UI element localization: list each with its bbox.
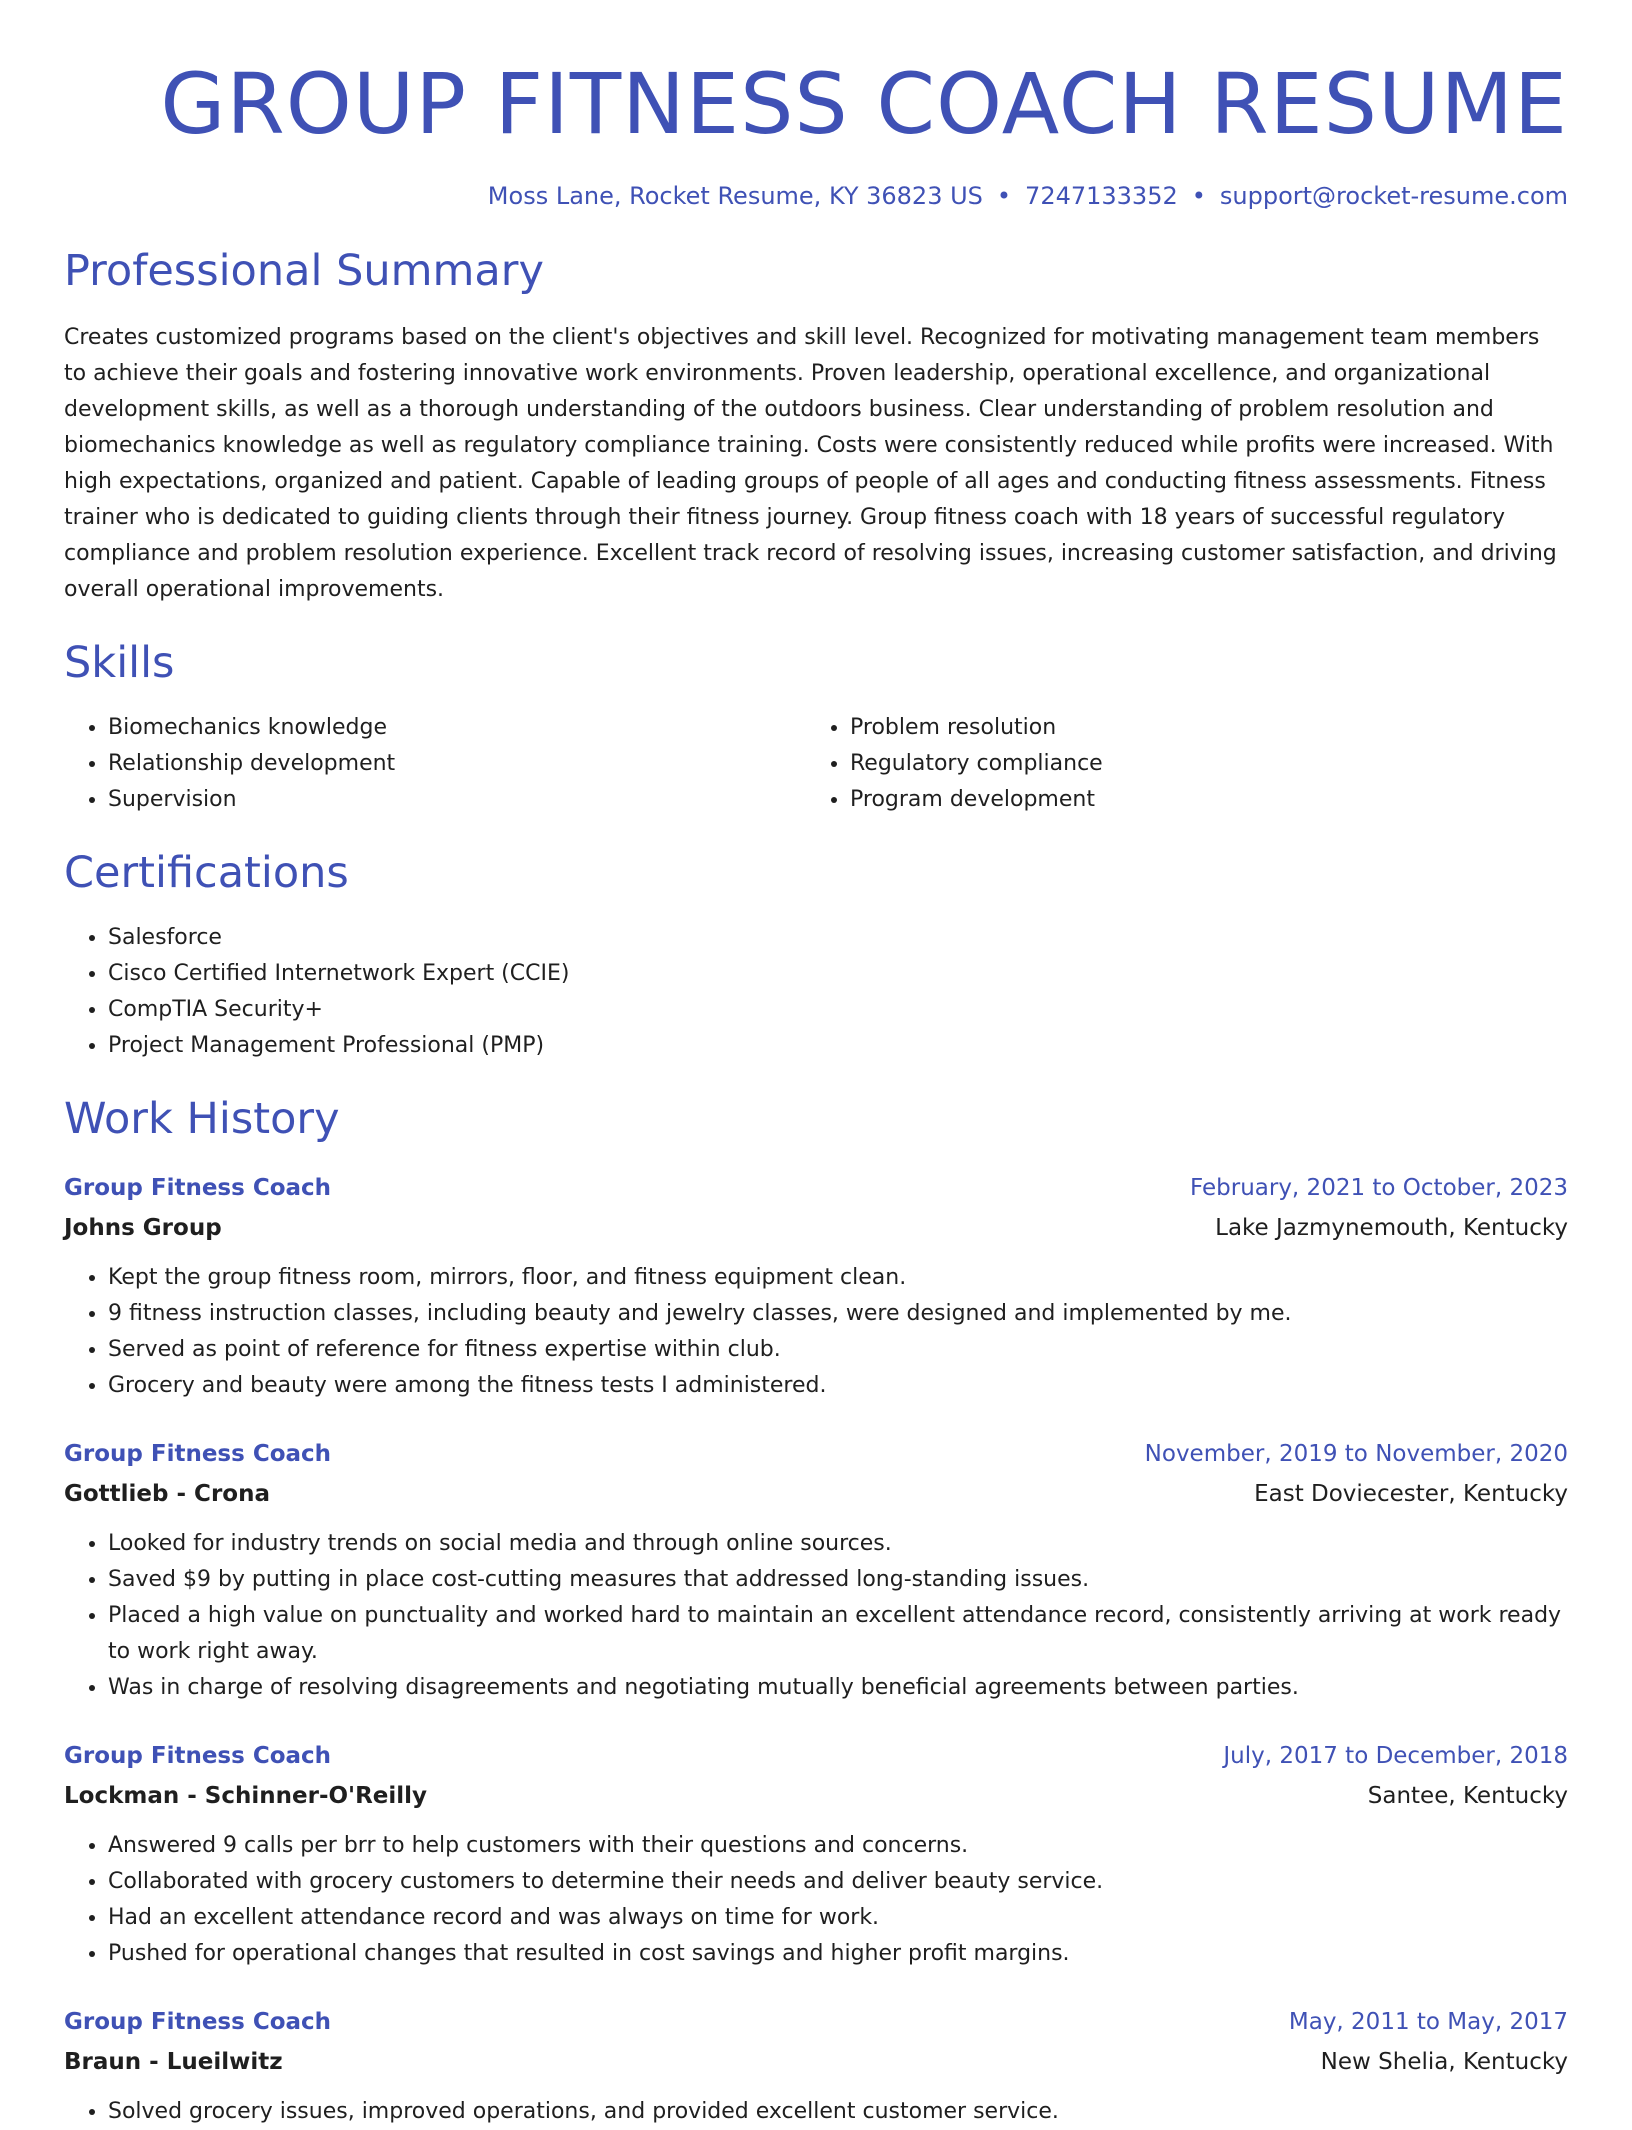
contact-address: Moss Lane, Rocket Resume, KY 36823 US [487,182,983,210]
job-bullets [64,2094,1568,2130]
job-bullet: • Grocery and beauty were among the fitness tests I administered. [108,1368,1568,1404]
summary-heading: Professional Summary [64,246,544,296]
job-bullet: • Was in charge of resolving disagreements and negotiating mutually beneficial agreements between parties. [108,1670,1568,1706]
job-dates: May, 2011 to May, 2017 [1288,2009,1568,2035]
contact-line [64,178,1568,214]
contact-email: support@rocket-resume.com [1219,182,1568,210]
job-entry [64,2002,1568,2130]
skill-item: • Regulatory compliance [850,746,1548,782]
job-title: Group Fitness Coach [64,1175,332,1201]
contact-separator: • [1191,182,1206,210]
job-bullet: • Kept the group fitness room, mirrors, floor, and fitness equipment clean. [108,1260,1568,1296]
job-company: Gottlieb - Crona [64,1481,270,1507]
skills-list-right [806,710,1548,818]
certifications-heading: Certifications [64,848,349,898]
job-company: Johns Group [64,1215,222,1241]
job-bullet: • Solved grocery issues, improved operations, and provided excellent customer service. [108,2094,1568,2130]
skills-list-left [64,710,806,818]
job-bullet: • Saved $9 by putting in place cost-cutting measures that addressed long-standing issues. [108,1562,1568,1598]
skill-item: • Biomechanics knowledge [108,710,806,746]
job-company: Lockman - Schinner-O'Reilly [64,1783,428,1809]
job-title: Group Fitness Coach [64,2009,332,2035]
certification-item: • Project Management Professional (PMP) [108,1028,1568,1064]
job-company: Braun - Lueilwitz [64,2049,283,2075]
skills-section [64,634,1568,818]
certifications-section [64,844,1568,1064]
job-title: Group Fitness Coach [64,1743,332,1769]
certification-item: • Cisco Certified Internetwork Expert (CCIE) [108,956,1568,992]
page-title: GROUP FITNESS COACH RESUME [160,55,1568,153]
contact-separator: • [996,182,1012,210]
job-bullet: • Pushed for operational changes that resulted in cost savings and higher profit margins. [108,1936,1568,1972]
skill-item: • Relationship development [108,746,806,782]
skill-item: • Supervision [108,782,806,818]
skill-item: • Problem resolution [850,710,1548,746]
job-dates: November, 2019 to November, 2020 [1144,1441,1568,1467]
certification-item: • CompTIA Security+ [108,992,1568,1028]
job-dates: February, 2021 to October, 2023 [1190,1175,1568,1201]
job-bullet: • Had an excellent attendance record and was always on time for work. [108,1900,1568,1936]
work-history-section [64,1090,1568,2130]
work-history-heading: Work History [64,1094,340,1144]
job-bullet: • Served as point of reference for fitness expertise within club. [108,1332,1568,1368]
skills-heading: Skills [64,638,175,688]
job-location: Lake Jazmynemouth, Kentucky [1215,1215,1568,1241]
certification-item: • Salesforce [108,920,1568,956]
skills-columns [64,710,1568,818]
contact-phone: 7247133352 [1025,182,1178,210]
job-bullet: • 9 fitness instruction classes, including beauty and jewelry classes, were designed and implemented by me. [108,1296,1568,1332]
job-title: Group Fitness Coach [64,1441,332,1467]
job-bullets [64,1526,1568,1706]
job-entry [64,1168,1568,1404]
job-location: East Doviecester, Kentucky [1254,1481,1568,1507]
job-bullet: • Placed a high value on punctuality and worked hard to maintain an excellent attendance record, consistently arriving at work ready to work right away. [108,1598,1568,1670]
job-bullet: • Answered 9 calls per brr to help customers with their questions and concerns. [108,1828,1568,1864]
job-bullet: • Collaborated with grocery customers to determine their needs and deliver beauty service. [108,1864,1568,1900]
job-location: New Shelia, Kentucky [1320,2049,1568,2075]
job-entry [64,1736,1568,1972]
summary-text: Creates customized programs based on the client's objectives and skill level. Recognized for motivating management team members to achieve their goals and fostering innovative work environments. Proven leadership, operational excellence, and organizational development skills, as well as a thorough understanding of the outdoors business. Clear understanding of problem resolution and biomechanics knowledge as well as regulatory compliance training. Costs were consistently reduced while profits were increased. With high expectations, organized and patient. Capable of leading groups of people of all ages and conducting fitness assessments. Fitness trainer who is dedicated to guiding clients through their fitness journey. Group fitness coach with 18 years of successful regulatory compliance and problem resolution experience. Excellent track record of resolving issues, increasing customer satisfaction, and driving overall operational improvements. [64,325,1557,602]
job-entry [64,1434,1568,1706]
summary-section [64,242,1568,608]
job-dates: July, 2017 to December, 2018 [1223,1743,1568,1769]
skill-item: • Program development [850,782,1548,818]
certifications-list [64,920,1568,1064]
job-bullets [64,1260,1568,1404]
job-bullet: • Looked for industry trends on social media and through online sources. [108,1526,1568,1562]
job-bullets [64,1828,1568,1972]
job-location: Santee, Kentucky [1367,1783,1568,1809]
